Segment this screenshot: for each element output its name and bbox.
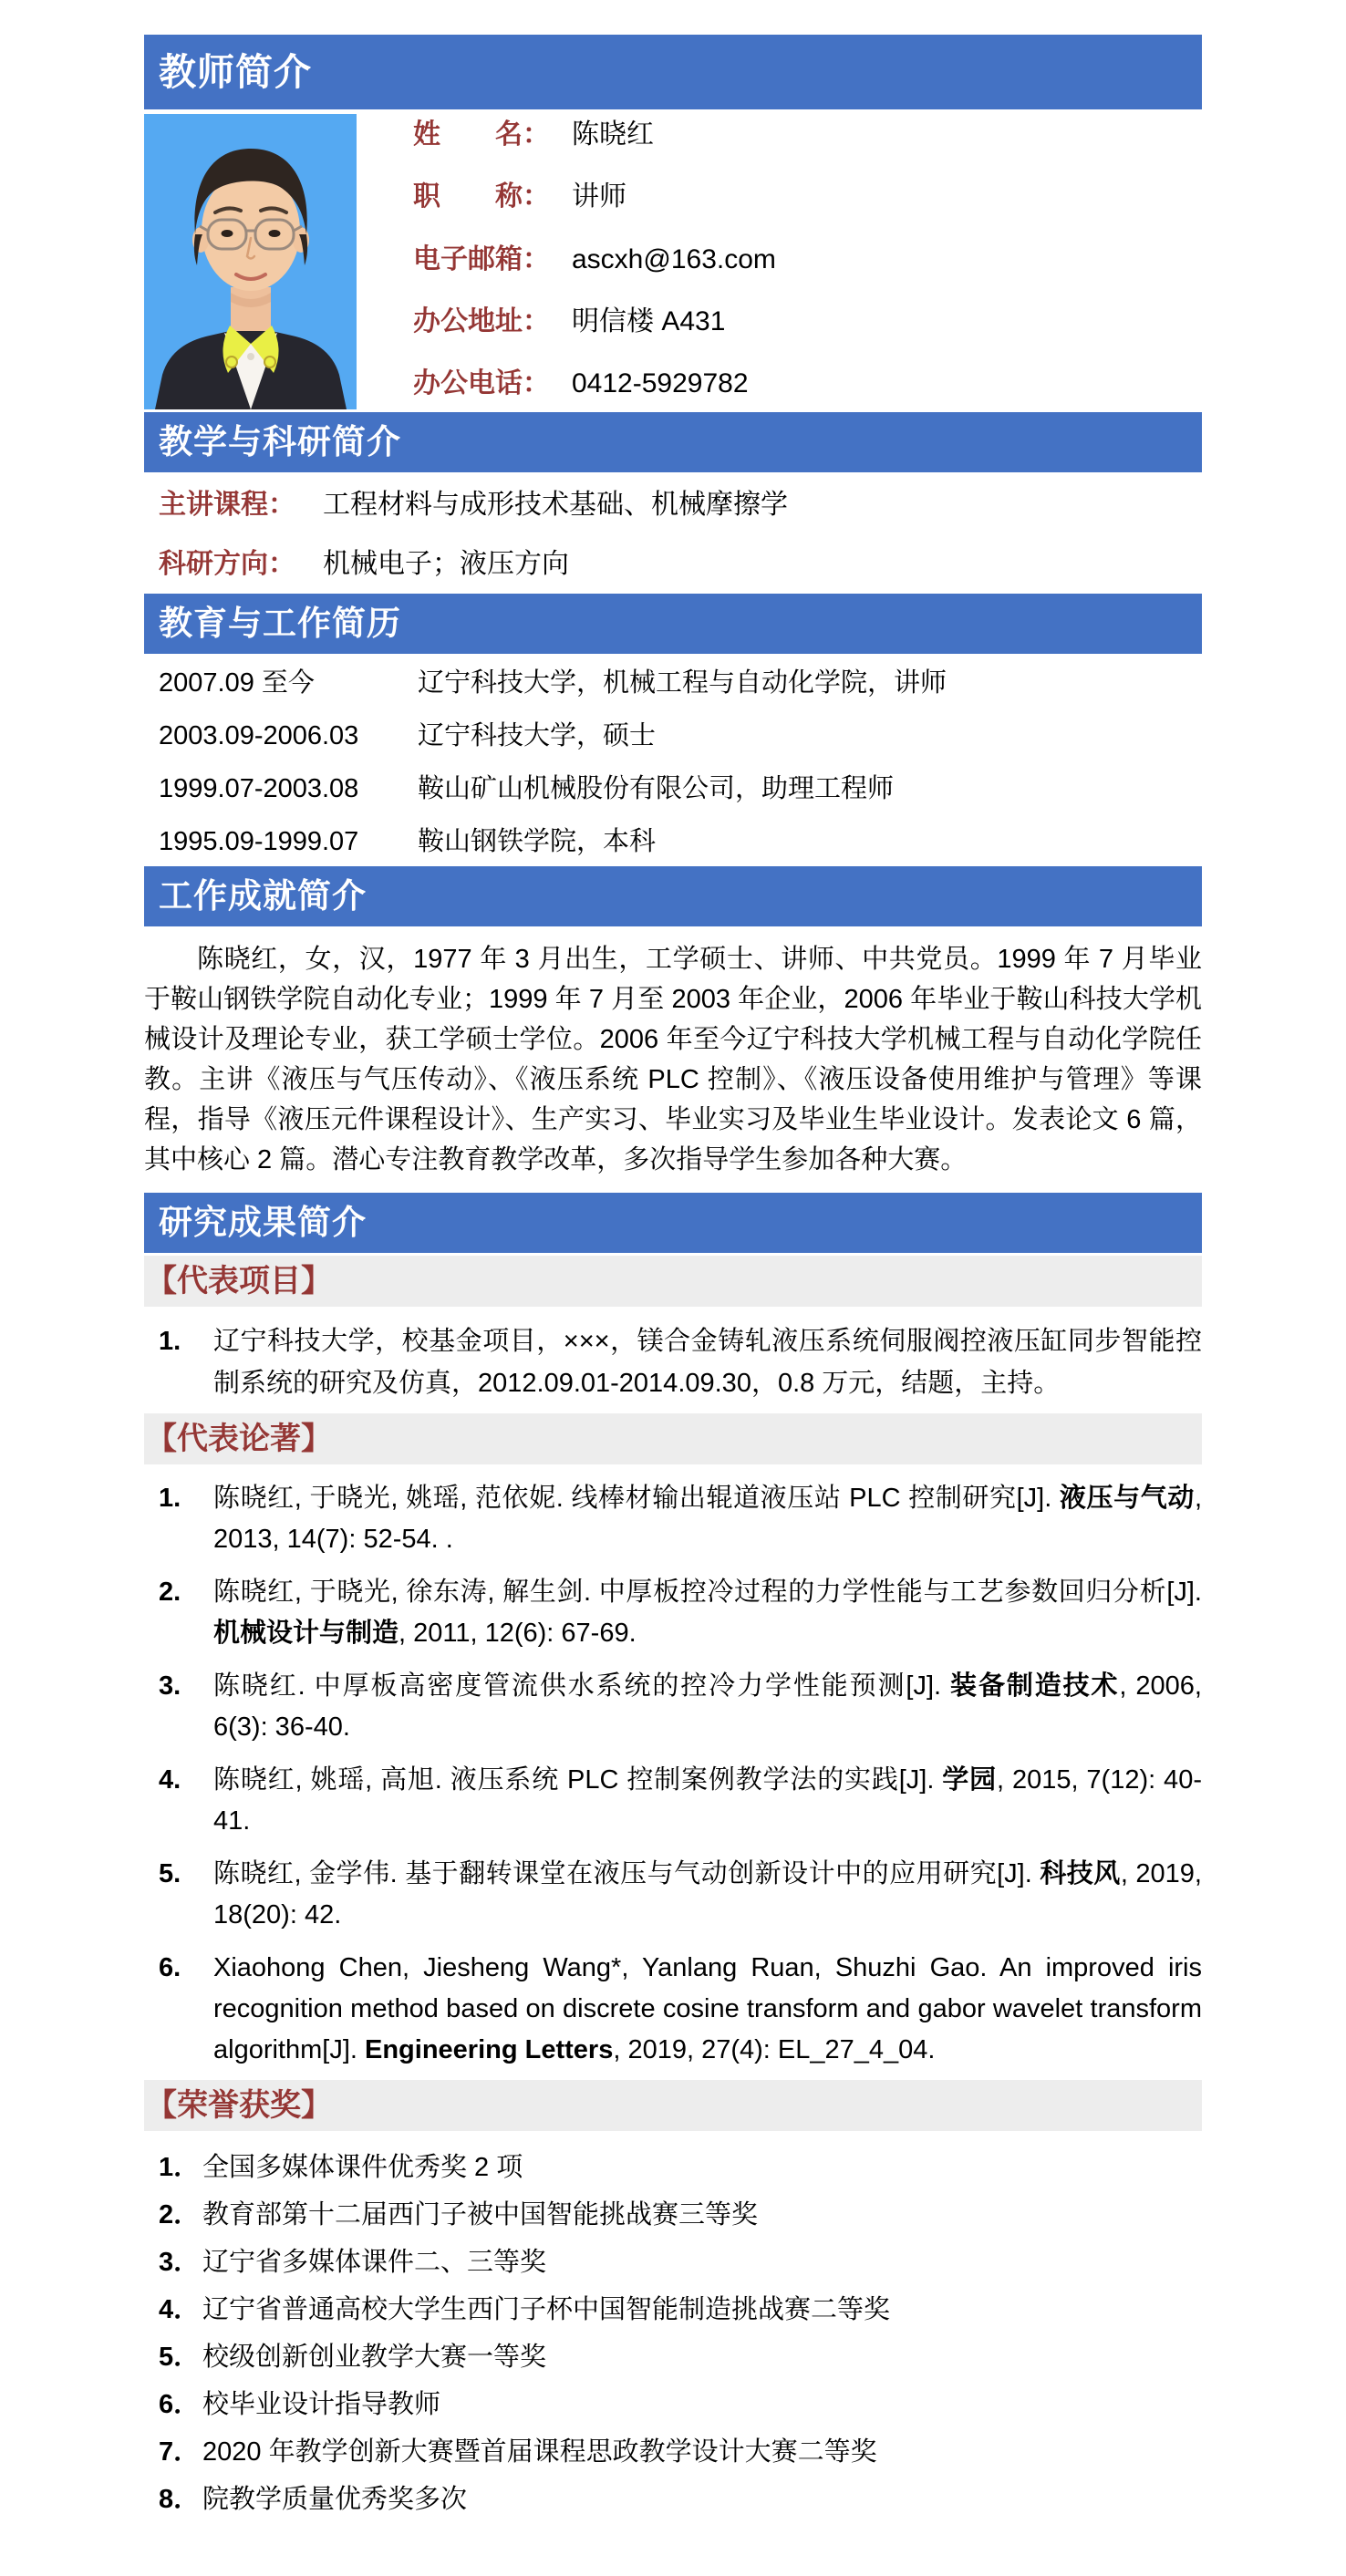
achievements-paragraph: 陈晓红，女，汉，1977 年 3 月出生，工学硕士、讲师、中共党员。1999 年 7 月毕业于鞍山钢铁学院自动化专业；1999 年 7 月至 2003 年企业，2006 年毕业于鞍山科技大学机械设计及理论专业，获工学硕士学位。2006 年至今辽宁科技大学机械工程与自动化学院任教。主讲《液压与气压传动》、《液压系统 PLC 控制》、《液压设备使用维护与管理》等课程，指导《液压元件课程设计》、生产实习、毕业实习及毕业生毕业设计。发表论文 6 篇，其中核心 2 篇。潜心专注教育教学改革，多次指导学生参加各种大赛。 [144,945,1202,1174]
section-title-education-career: 教育与工作简历 [159,605,401,642]
publication-item-text: 陈晓红, 于晓光, 姚瑶, 范依妮. 线棒材输出辊道液压站 PLC 控制研究[J]. 液压与气动, 2013, 14(7): 52-54. . [213,1484,1202,1554]
honor-item-text: 全国多媒体课件优秀奖 2 项 [202,2153,523,2182]
project-item-text: 辽宁科技大学，校基金项目，×××，镁合金铸轧液压系统伺服阀控液压缸同步智能控制系统的研究及仿真，2012.09.01-2014.09.30，0.8 万元，结题，主持。 [213,1327,1202,1398]
publication-item-number: 2. [159,1578,181,1607]
teaching-row-label: 主讲课程： [159,490,295,520]
honor-item-text: 校级创新创业教学大赛一等奖 [202,2343,547,2372]
section-bar-work-achievements [144,866,1202,926]
section-title-work-achievements: 工作成就简介 [159,877,367,915]
publication-item [159,1760,1202,1842]
career-row [159,667,1202,700]
profile-field-label: 办公地址： [413,305,550,336]
honor-item [159,2246,1202,2279]
profile-field-row [413,367,1202,400]
publication-item-number: 5. [159,1859,181,1888]
honor-item [159,2388,1202,2421]
career-row [159,719,1202,753]
honor-item [159,2436,1202,2468]
publication-list [144,1464,1202,2071]
teaching-row-label: 科研方向： [159,549,295,579]
project-item [159,1320,1202,1404]
profile-field-row [413,118,1202,151]
subheader-publications: 【代表论著】 [144,1413,1202,1464]
honor-item-number: 6． [159,2390,201,2419]
section-title-teacher-intro: 教师简介 [159,51,312,93]
honor-item [159,2151,1202,2184]
teaching-row [159,488,1202,522]
honors-list [144,2131,1202,2516]
honor-item [159,2341,1202,2374]
profile-field-value: 讲师 [572,181,626,212]
publication-item-text: 陈晓红. 中厚板高密度管流供水系统的控冷力学性能预测[J]. 装备制造技术, 2006, 6(3): 36-40. [213,1671,1202,1742]
publication-item-number: 6. [159,1953,181,1982]
portrait-illustration [144,114,357,409]
honor-item-number: 5． [159,2343,201,2372]
section-bar-research-results [144,1193,1202,1253]
honor-item-number: 8． [159,2485,201,2514]
honor-item-text: 辽宁省普通高校大学生西门子杯中国智能制造挑战赛二等奖 [202,2295,891,2324]
career-detail: 鞍山矿山机械股份有限公司，助理工程师 [418,774,895,803]
section-title-teaching-research: 教学与科研简介 [159,423,401,460]
honor-item-number: 1． [159,2153,201,2182]
career-detail: 辽宁科技大学，硕士 [418,721,657,750]
profile-fields [357,114,1202,409]
subheader-honors: 【荣誉获奖】 [144,2080,1202,2131]
honor-item-text: 2020 年教学创新大赛暨首届课程思政教学设计大赛二等奖 [202,2437,877,2467]
honor-item-number: 4． [159,2295,201,2324]
honor-item-text: 教育部第十二届西门子被中国智能挑战赛三等奖 [202,2200,759,2229]
profile-field-label: 电子邮箱： [413,243,550,274]
career-period: 2007.09 至今 [159,668,315,698]
career-detail: 辽宁科技大学，机械工程与自动化学院，讲师 [418,668,947,698]
honor-item-text: 院教学质量优秀奖多次 [202,2485,468,2514]
honor-item-number: 7． [159,2437,201,2467]
career-period: 2003.09-2006.03 [159,721,359,750]
publication-item-text: 陈晓红, 于晓光, 徐东涛, 解生剑. 中厚板控冷过程的力学性能与工艺参数回归分析[J]. 机械设计与制造, 2011, 12(6): 67-69. [213,1578,1202,1648]
profile-field-value: 陈晓红 [572,119,654,150]
honor-item-text: 辽宁省多媒体课件二、三等奖 [202,2248,547,2277]
section-bar-teacher-intro [144,35,1202,109]
teaching-row [159,547,1202,581]
profile-field-label: 办公电话： [413,368,550,398]
career-row [159,825,1202,859]
section-bar-education-career [144,594,1202,654]
project-list [144,1307,1202,1404]
honor-item-number: 2． [159,2200,201,2229]
publication-item-number: 1. [159,1484,181,1513]
career-period: 1999.07-2003.08 [159,774,359,803]
profile-field-row [413,180,1202,213]
publication-item [159,1572,1202,1654]
teaching-research-block [144,472,1202,594]
publication-item [159,1666,1202,1748]
section-title-research-results: 研究成果简介 [159,1204,367,1241]
career-detail: 鞍山钢铁学院，本科 [418,827,657,856]
career-block [144,654,1202,866]
publication-item-number: 4. [159,1765,181,1795]
profile-field-row [413,243,1202,276]
career-row [159,772,1202,806]
publication-item-text: 陈晓红, 金学伟. 基于翻转课堂在液压与气动创新设计中的应用研究[J]. 科技风, 2019, 18(20): 42. [213,1859,1202,1929]
publication-item [159,1478,1202,1560]
teaching-row-value: 机械电子；液压方向 [323,549,569,579]
profile-field-label: 职 称： [413,181,550,212]
profile-field-row [413,305,1202,338]
publication-item-text: 陈晓红, 姚瑶, 高旭. 液压系统 PLC 控制案例教学法的实践[J]. 学园, 2015, 7(12): 40-41. [213,1765,1202,1836]
honor-item [159,2198,1202,2231]
teacher-photo [144,114,357,409]
career-period: 1995.09-1999.07 [159,827,359,856]
profile-section [144,114,1202,409]
profile-field-value: 明信楼 A431 [572,305,726,336]
honor-item [159,2293,1202,2326]
teacher-profile-page [144,0,1202,2576]
teaching-row-value: 工程材料与成形技术基础、机械摩擦学 [323,490,788,520]
honor-item-text: 校毕业设计指导教师 [202,2390,441,2419]
subheader-projects: 【代表项目】 [144,1256,1202,1307]
publication-item [159,1948,1202,2071]
publication-item [159,1854,1202,1936]
publication-item-number: 3. [159,1671,181,1701]
profile-field-value: 0412-5929782 [572,368,749,398]
honor-item-number: 3． [159,2248,201,2277]
section-bar-teaching-research [144,412,1202,472]
profile-field-label: 姓 名： [413,119,550,150]
honor-item [159,2483,1202,2516]
publication-item-text: Xiaohong Chen, Jiesheng Wang*, Yanlang Ruan, Shuzhi Gao. An improved iris recognition method based on discrete cosine transform and gabor wavelet transform algorithm[J]. Engineering Letters, 2019, 27(4): EL_27_4_04. [213,1953,1202,2064]
profile-field-value: ascxh@163.com [572,243,776,274]
project-item-number: 1. [159,1327,181,1356]
